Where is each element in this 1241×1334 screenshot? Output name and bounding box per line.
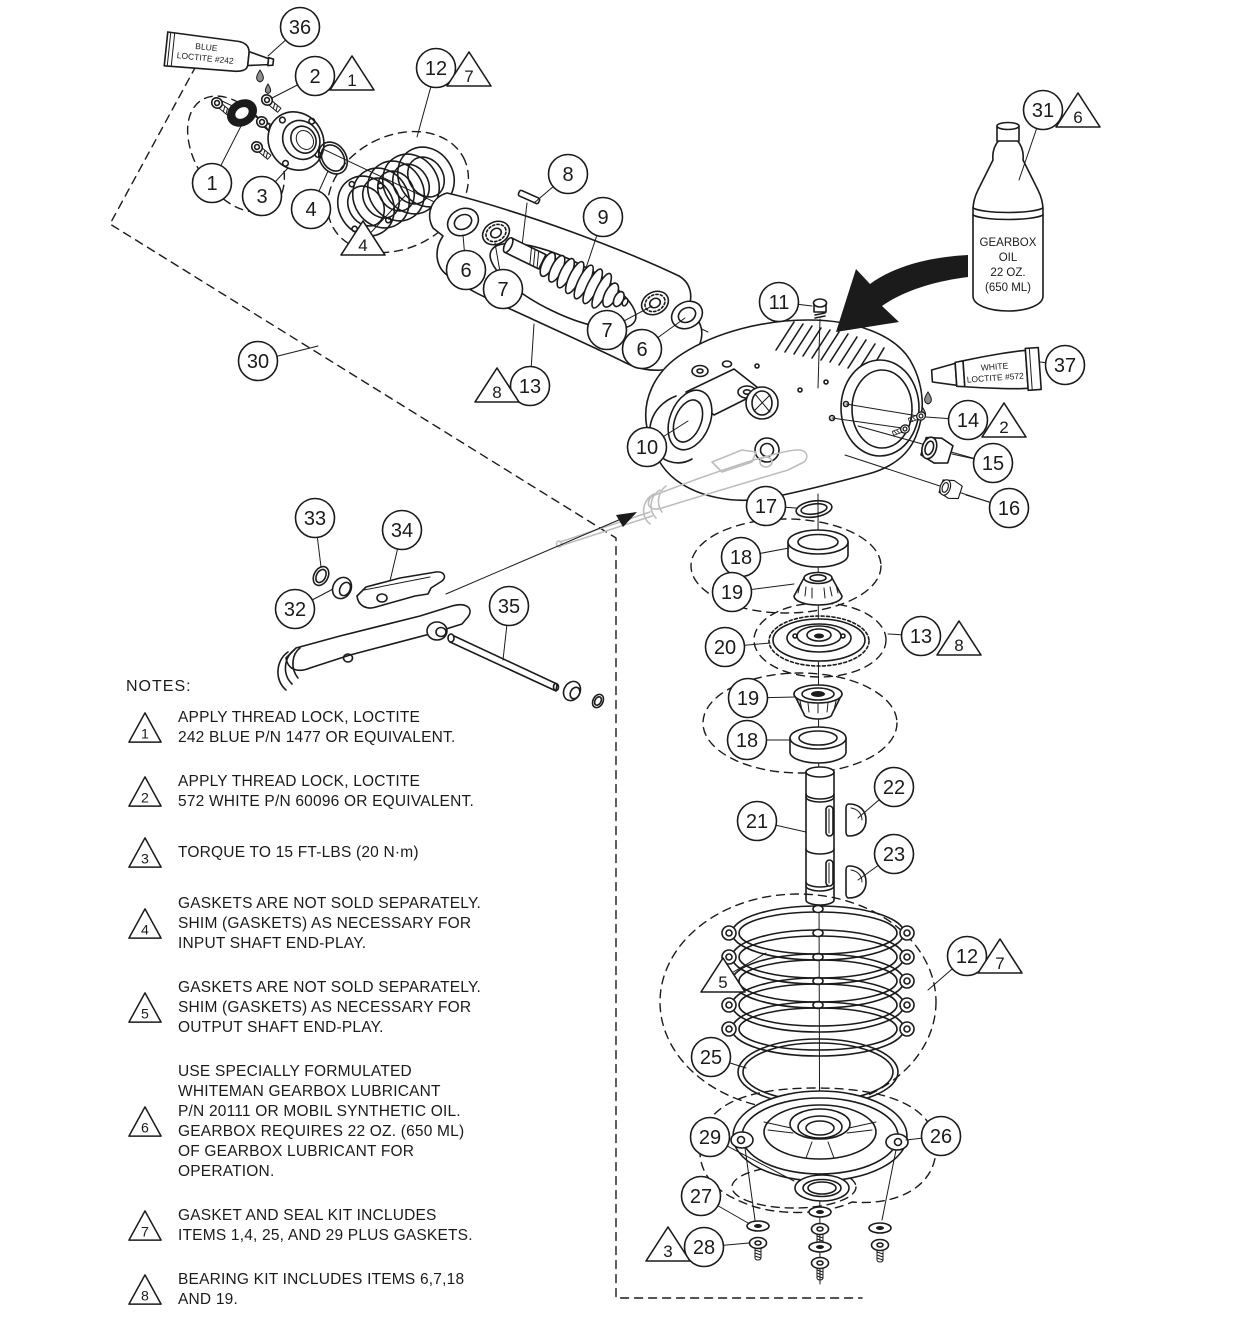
callout-number: 3 [256, 186, 268, 208]
callout-32 [276, 589, 334, 629]
callout-19 [713, 573, 795, 612]
woodruff-key-22 [846, 804, 866, 836]
gearbox-oil-bottle [973, 123, 1043, 312]
blue-tube-label-line2: LOCTITE #242 [176, 50, 235, 67]
note-4 [126, 894, 572, 954]
callout-number: 28 [692, 1237, 716, 1259]
triangle-note-number: 5 [718, 973, 728, 992]
triangle-note-number: 8 [492, 383, 502, 402]
callout-number: 34 [390, 520, 414, 542]
triangle-note-number: 8 [954, 636, 964, 655]
triangle-note-number: 1 [347, 71, 357, 90]
input-seal [223, 95, 261, 131]
callout-22 [858, 768, 914, 819]
note-5 [126, 978, 572, 1038]
triangle-note-number: 7 [995, 954, 1005, 973]
callout-16 [966, 489, 1029, 528]
notes-title: NOTES: [126, 678, 192, 695]
worm-gear [769, 616, 869, 666]
callout-15 [952, 444, 1013, 483]
note-triangle-icon [126, 711, 164, 745]
note-triangle-icon [126, 775, 164, 809]
callout-11 [760, 283, 813, 322]
callout-number: 26 [929, 1126, 953, 1148]
callout-number: 7 [601, 320, 613, 342]
svg-text:4: 4 [141, 922, 149, 939]
note-6 [126, 1062, 572, 1182]
note-3 [126, 836, 572, 870]
callout-36 [268, 8, 320, 57]
bearing-cup-18b [790, 727, 846, 763]
callout-18 [728, 721, 792, 760]
callout-number: 9 [597, 207, 609, 229]
note-text: USE SPECIALLY FORMULATED WHITEMAN GEARBOX LUBRICANT P/N 20111 OR MOBIL SYNTHETIC OIL. GEARBOX REQUIRES 22 OZ. (650 ML) OF GEARBOX LUBRICANT FOR OPERATION. [178, 1063, 465, 1180]
callout-number: 20 [713, 637, 737, 659]
callout-number: 7 [497, 279, 509, 301]
output-shaft [806, 767, 834, 905]
callout-23 [858, 835, 914, 881]
callout-number: 1 [206, 173, 218, 195]
callout-13 [511, 324, 550, 406]
note-triangle-icon [126, 991, 164, 1025]
oil-label-line2: OIL [998, 252, 1018, 264]
callout-number: 13 [909, 626, 933, 648]
note-8 [126, 1270, 572, 1310]
notes-list [126, 708, 572, 1310]
callout-21 [738, 802, 807, 841]
callout-number: 16 [997, 498, 1021, 520]
callout-number: 6 [460, 260, 472, 282]
note-text: TORQUE TO 15 FT-LBS (20 N·m) [178, 844, 419, 861]
callout-27 [682, 1177, 749, 1224]
blue-loctite-tube [164, 32, 275, 77]
callout-number: 6 [636, 339, 648, 361]
callout-number: 36 [288, 17, 312, 39]
callout-number: 18 [735, 730, 759, 752]
output-gasket-stack [722, 906, 914, 1057]
callout-28 [685, 1228, 750, 1267]
callout-number: 22 [882, 777, 906, 799]
callout-33 [296, 499, 335, 568]
cover-hardware [747, 1207, 891, 1280]
callout-number: 25 [699, 1047, 723, 1069]
callout-20 [706, 628, 771, 667]
callout-26 [906, 1117, 961, 1156]
shift-fork-arm [357, 572, 444, 608]
callout-number: 33 [303, 508, 327, 530]
callout-13 [888, 617, 941, 656]
output-seal [795, 1175, 849, 1201]
callout-12 [928, 937, 987, 991]
note-triangle-icon [126, 1209, 164, 1243]
callout-35 [490, 587, 529, 661]
svg-text:6: 6 [141, 1120, 149, 1137]
callout-number: 27 [689, 1186, 713, 1208]
callout-number: 4 [305, 199, 317, 221]
callout-number: 11 [768, 292, 790, 314]
callout-number: 13 [518, 376, 542, 398]
note-triangle-icon [126, 1273, 164, 1307]
callout-number: 19 [736, 688, 760, 710]
blue-loctite-drops [257, 70, 271, 94]
note-triangle-icon [126, 836, 164, 870]
callout-30 [239, 342, 319, 381]
callout-number: 18 [729, 547, 753, 569]
callout-2 [272, 57, 335, 99]
white-tube-label-line2: LOCTITE #572 [966, 370, 1025, 385]
triangle-callout-2 [982, 403, 1026, 437]
triangle-note-number: 7 [464, 67, 474, 86]
triangle-callout-8 [937, 621, 981, 655]
callout-number: 37 [1053, 355, 1077, 377]
input-bearing-flange [257, 101, 335, 181]
note-triangle-icon [126, 907, 164, 941]
svg-text:2: 2 [141, 790, 149, 807]
callout-8 [534, 155, 588, 204]
note-text: APPLY THREAD LOCK, LOCTITE 242 BLUE P/N 1477 OR EQUIVALENT. [178, 709, 456, 746]
callout-number: 30 [246, 351, 270, 373]
note-text: GASKETS ARE NOT SOLD SEPARATELY. SHIM (GASKETS) AS NECESSARY FOR INPUT SHAFT END-PLAY. [178, 895, 482, 952]
woodruff-key-23 [846, 866, 866, 898]
triangle-note-number: 2 [999, 418, 1009, 437]
note-2 [126, 772, 572, 812]
bearing-cup-18a [788, 530, 848, 567]
svg-text:8: 8 [141, 1288, 149, 1305]
callout-18 [722, 538, 790, 577]
triangle-callout-1 [330, 56, 374, 90]
svg-text:7: 7 [141, 1224, 149, 1241]
callout-number: 17 [754, 496, 778, 518]
callout-number: 23 [882, 844, 906, 866]
white-tube-label-line1: WHITE [980, 360, 1009, 373]
oil-label-line4: (650 ML) [984, 282, 1032, 294]
callout-37 [1040, 346, 1085, 385]
note-7 [126, 1206, 572, 1246]
triangle-callout-3 [646, 1227, 690, 1261]
callout-number: 31 [1031, 100, 1055, 122]
callout-number: 10 [635, 437, 659, 459]
triangle-note-number: 4 [358, 236, 368, 255]
callout-19 [729, 679, 796, 718]
bearing-cone-19a [794, 573, 842, 606]
callout-number: 2 [309, 66, 321, 88]
triangle-note-number: 6 [1073, 108, 1083, 127]
note-text: APPLY THREAD LOCK, LOCTITE 572 WHITE P/N 60096 OR EQUIVALENT. [178, 773, 474, 810]
callout-4 [292, 171, 331, 229]
svg-text:5: 5 [141, 1006, 149, 1023]
callout-number: 35 [497, 596, 521, 618]
callout-number: 19 [720, 582, 744, 604]
callout-number: 14 [956, 410, 980, 432]
note-text: BEARING KIT INCLUDES ITEMS 6,7,18 AND 19. [178, 1271, 465, 1308]
callout-3 [243, 168, 289, 216]
note-1 [126, 708, 572, 748]
callout-1 [193, 126, 242, 203]
bearing-cone-19b [794, 685, 842, 719]
pour-arrow-icon [836, 255, 968, 332]
triangle-note-number: 3 [663, 1242, 673, 1261]
svg-text:3: 3 [141, 851, 149, 868]
callout-number: 29 [698, 1127, 722, 1149]
callout-14 [926, 401, 988, 440]
note-text: GASKET AND SEAL KIT INCLUDES ITEMS 1,4, 25, AND 29 PLUS GASKETS. [178, 1207, 473, 1244]
blue-tube-label-line1: BLUE [194, 40, 218, 54]
callout-number: 12 [955, 946, 979, 968]
note-text: GASKETS ARE NOT SOLD SEPARATELY. SHIM (GASKETS) AS NECESSARY FOR OUTPUT SHAFT END-PLAY. [178, 979, 482, 1036]
callout-number: 8 [562, 164, 574, 186]
oil-label-line1: GEARBOX [979, 237, 1037, 249]
callout-number: 15 [981, 453, 1005, 475]
notes-section [126, 678, 572, 1334]
callout-number: 32 [283, 599, 307, 621]
white-loctite-tube [931, 348, 1042, 397]
svg-text:1: 1 [141, 726, 149, 743]
snap-ring-17 [795, 499, 833, 520]
oil-label-line3: 22 OZ. [990, 267, 1026, 279]
callout-34 [383, 511, 422, 582]
callout-number: 12 [424, 58, 448, 80]
callout-12 [417, 49, 456, 138]
note-triangle-icon [126, 1105, 164, 1139]
callout-number: 21 [745, 811, 769, 833]
